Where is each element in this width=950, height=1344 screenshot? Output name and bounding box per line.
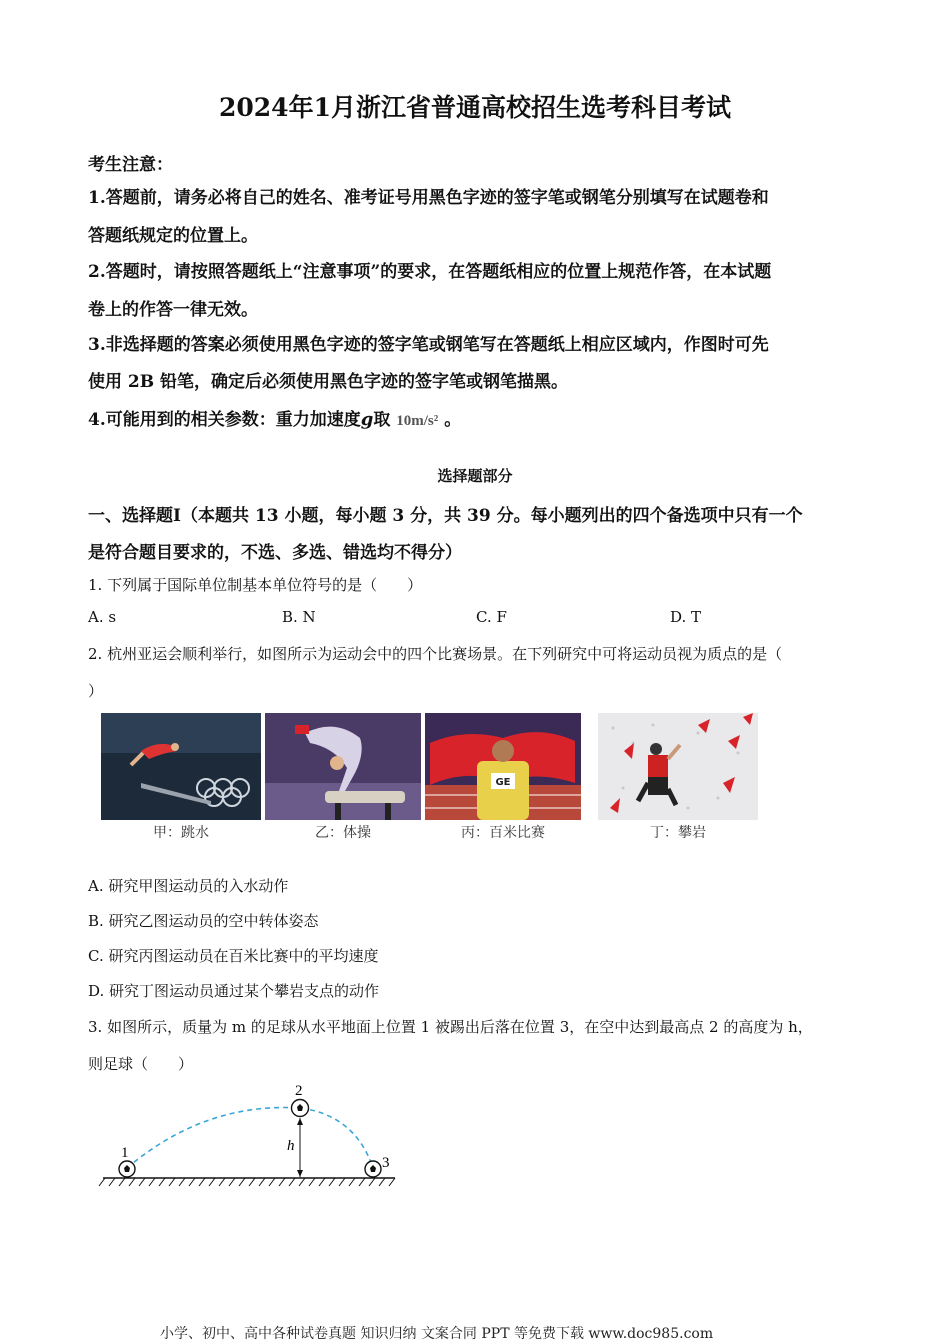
football-trajectory-diagram	[95, 1080, 405, 1192]
q2-option-b: B. 研究乙图运动员的空中转体姿态	[88, 912, 319, 930]
notice-line4-end: 。	[444, 410, 462, 430]
part1-instructions: 一、选择题I（本题共 13 小题，每小题 3 分，共 39 分。每小题列出的四个备选项中只有一个	[88, 506, 803, 526]
trajectory-curve	[127, 1108, 373, 1169]
caption-diving: 甲：跳水	[153, 825, 209, 841]
gymnastics-photo	[265, 713, 421, 820]
sprint-photo	[425, 713, 581, 820]
q1-option-a: A. s	[88, 608, 117, 626]
climbing-photo	[598, 713, 758, 820]
football-position-1	[119, 1161, 135, 1177]
notice-line: 答题纸规定的位置上。	[88, 226, 258, 246]
notice-line-4	[88, 405, 461, 430]
notice-line4-prefix: 4.可能用到的相关参数：重力加速度	[88, 410, 361, 430]
diving-photo	[101, 713, 261, 820]
exam-title: 2024年1月浙江省普通高校招生选考科目考试	[219, 93, 731, 122]
q1-option-b: B. N	[282, 608, 316, 626]
q1-stem: 1. 下列属于国际单位制基本单位符号的是（ ）	[88, 576, 423, 594]
caption-climbing: 丁：攀岩	[650, 825, 706, 841]
caption-gymnastics: 乙：体操	[315, 825, 371, 841]
q3-stem: 3. 如图所示，质量为 m 的足球从水平地面上位置 1 被踢出后落在位置 3，在空中达到最高点 2 的高度为 h，	[88, 1018, 813, 1036]
q2-stem: 2. 杭州亚运会顺利举行，如图所示为运动会中的四个比赛场景。在下列研究中可将运动员视为质点的是（	[88, 645, 783, 663]
section-title: 选择题部分	[437, 467, 513, 485]
football-position-2	[292, 1100, 309, 1117]
notice-line: 1.答题前，请务必将自己的姓名、准考证号用黑色字迹的签字笔或钢笔分别填写在试题卷和	[88, 188, 769, 208]
label-position-3: 3	[382, 1155, 390, 1171]
football-position-3	[365, 1161, 381, 1177]
notice-line: 使用 2B 铅笔，确定后必须使用黑色字迹的签字笔或钢笔描黑。	[88, 372, 569, 392]
notice-line: 2.答题时，请按照答题纸上“注意事项”的要求，在答题纸相应的位置上规范作答，在本试题	[88, 262, 772, 282]
notice-heading: 考生注意：	[88, 155, 173, 175]
part1-instructions: 是符合题目要求的，不选、多选、错选均不得分）	[88, 543, 462, 563]
notice-line: 3.非选择题的答案必须使用黑色字迹的签字笔或钢笔写在答题纸上相应区域内，作图时可先	[88, 335, 769, 355]
notice-line4-mid: 取	[373, 410, 391, 430]
label-height-h: h	[287, 1138, 295, 1154]
page-footer: 小学、初中、高中各种试卷真题 知识归纳 文案合同 PPT 等免费下载 www.doc985.com	[160, 1326, 714, 1342]
gravity-symbol: g	[360, 409, 374, 430]
q3-stem-end: 则足球（ ）	[88, 1055, 194, 1073]
q1-option-c: C. F	[476, 608, 507, 626]
label-position-2: 2	[295, 1083, 303, 1099]
notice-line: 卷上的作答一律无效。	[88, 300, 258, 320]
q2-option-c: C. 研究丙图运动员在百米比赛中的平均速度	[88, 947, 379, 965]
bib-number: GE	[495, 777, 511, 788]
q2-stem-end: ）	[88, 682, 104, 700]
q2-option-d: D. 研究丁图运动员通过某个攀岩支点的动作	[88, 982, 380, 1000]
gravity-value: 10m/s²	[396, 413, 439, 429]
caption-sprint: 丙：百米比赛	[461, 825, 545, 841]
q1-option-d: D. T	[670, 608, 702, 626]
label-position-1: 1	[121, 1145, 129, 1161]
q2-option-a: A. 研究甲图运动员的入水动作	[88, 877, 289, 895]
